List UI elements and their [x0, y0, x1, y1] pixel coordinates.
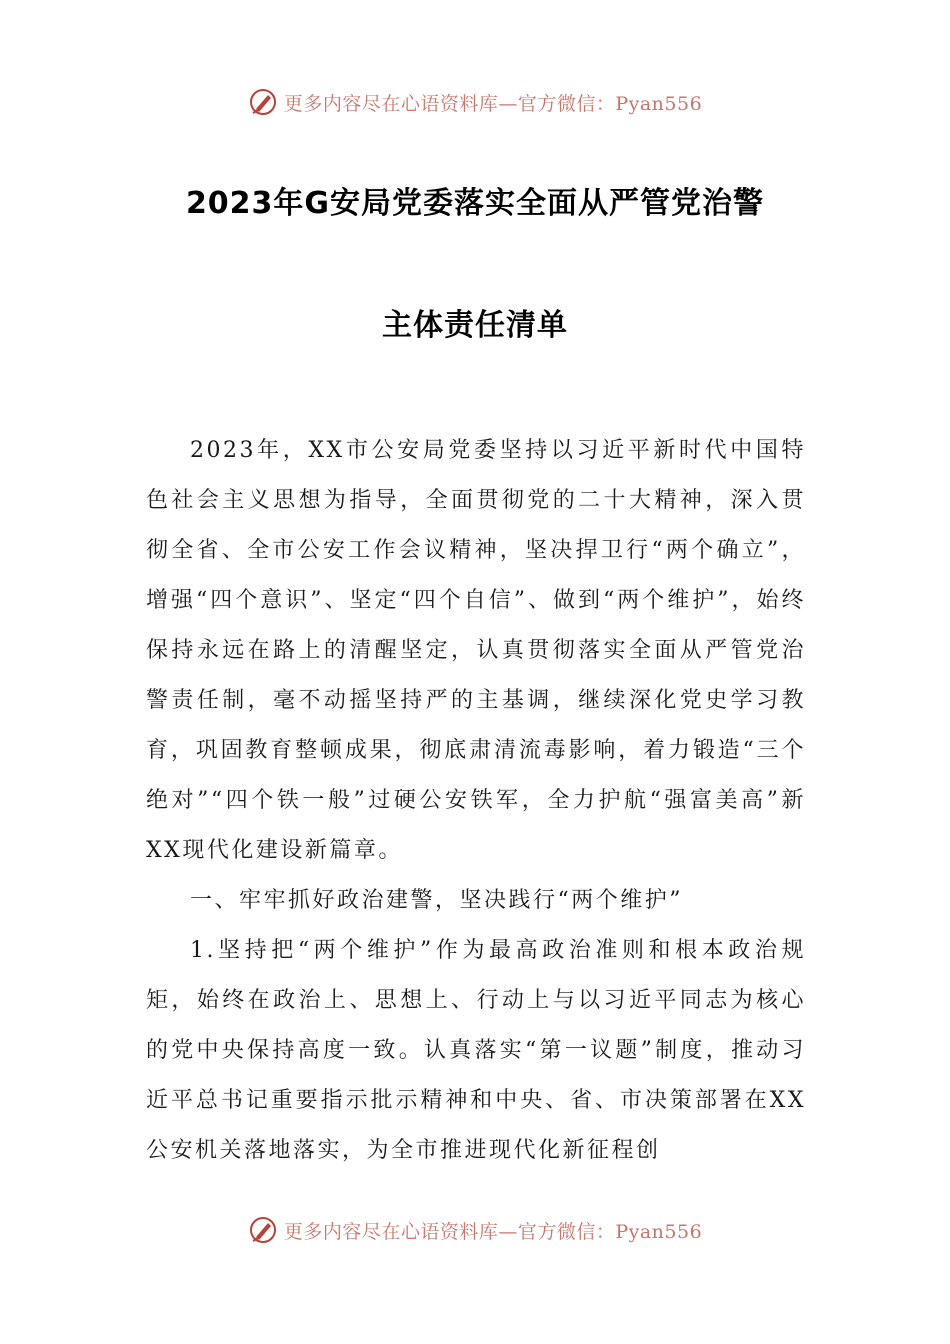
- document-title-line-2: 主体责任清单: [382, 308, 568, 343]
- watermark-banner-top: [0, 82, 950, 122]
- document-title-line-1: 2023年G安局党委落实全面从严管党治警: [185, 186, 765, 221]
- paragraph-intro: 2023年，XX市公安局党委坚持以习近平新时代中国特色社会主义思想为指导，全面贯彻党的二十大精神，深入贯彻全省、全市公安工作会议精神，坚决捍卫行“两个确立”，增强“四个意识”、坚定“四个自信”、做到“两个维护”，始终保持永远在路上的清醒坚定，认真贯彻落实全面从严管党治警责任制，毫不动摇坚持严的主基调，继续深化党史学习教育，巩固教育整顿成果，彻底肃清流毒影响，着力锻造“三个绝对”“四个铁一般”过硬公安铁军，全力护航“强富美高”新XX现代化建设新篇章。: [146, 438, 806, 863]
- document-body: [146, 426, 806, 1176]
- watermark-text: 更多内容尽在心语资料库—官方微信：Pyan556: [283, 92, 703, 115]
- pen-circle-logo-icon: [248, 1215, 278, 1245]
- section-heading-1: 一、牢牢抓好政治建警，坚决践行“两个维护”: [190, 888, 683, 913]
- pen-circle-logo-icon: [248, 87, 278, 117]
- watermark-banner-bottom: [0, 1210, 950, 1250]
- paragraph-item-1: 1.坚持把“两个维护”作为最高政治准则和根本政治规矩，始终在政治上、思想上、行动上与以习近平同志为核心的党中央保持高度一致。认真落实“第一议题”制度，推动习近平总书记重要指示批示精神和中央、省、市决策部署在XX公安机关落地落实，为全市推进现代化新征程创: [146, 938, 806, 1163]
- watermark-text: 更多内容尽在心语资料库—官方微信：Pyan556: [283, 1220, 703, 1243]
